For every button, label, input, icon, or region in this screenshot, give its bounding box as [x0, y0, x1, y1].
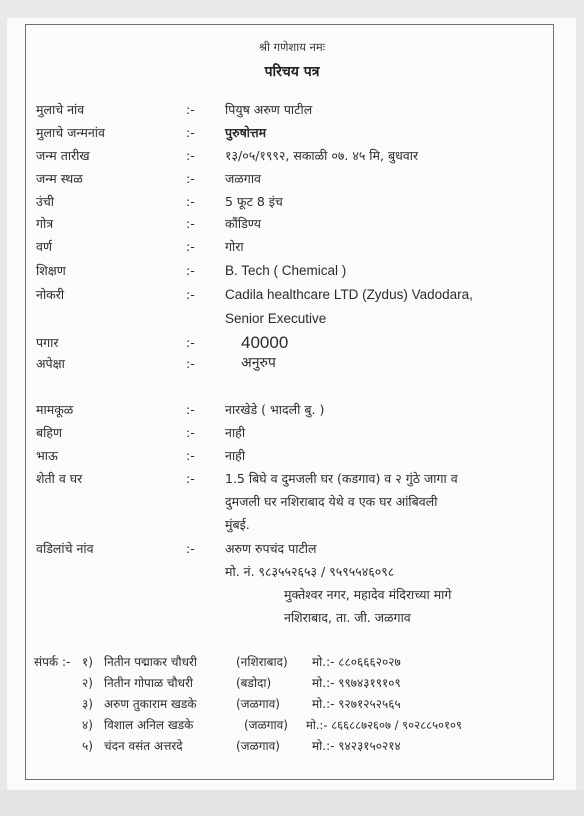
contact-phone: मो.:- ९२७१२५२५६५: [312, 697, 401, 711]
label-gotra: गोत्र: [36, 216, 54, 231]
value-father-address-line2: नशिराबाद, ता. जी. जळगाव: [284, 610, 411, 625]
value-birthname: पुरुषोत्तम: [225, 125, 267, 140]
separator: :-: [186, 335, 195, 350]
value-expectation: अनुरुप: [241, 355, 276, 371]
contact-name: अरुण तुकाराम खडके: [104, 697, 197, 711]
separator: :-: [186, 287, 195, 302]
separator: :-: [186, 194, 195, 209]
value-father-address-line1: मुक्तेश्वर नगर, महादेव मंदिराच्या मागे: [284, 587, 452, 602]
contact-phone: मो.:- ९४२३१५०२१४: [312, 739, 401, 753]
separator: :-: [186, 102, 195, 117]
contact-name: नितीन पद्माकर चौधरी: [104, 655, 197, 669]
contact-name: चंदन वसंत अत्तरदे: [104, 739, 183, 753]
label-expectation: अपेक्षा: [36, 356, 65, 371]
separator: :-: [186, 356, 195, 371]
label-father: वडिलांचे नांव: [36, 541, 94, 556]
contact-place: (जळगाव): [236, 697, 280, 711]
contact-place: (जळगाव): [244, 718, 288, 732]
label-complexion: वर्ण: [36, 239, 52, 254]
contact-number: २): [82, 676, 93, 690]
contact-place: (जळगाव): [236, 739, 280, 753]
separator: :-: [186, 263, 195, 278]
contact-name: नितीन गोपाळ चौधरी: [104, 676, 194, 690]
separator: :-: [186, 125, 195, 140]
label-birthname: मुलाचे जन्मनांव: [36, 125, 105, 140]
value-education: B. Tech ( Chemical ): [225, 263, 347, 278]
page-title: परिचय पत्र: [264, 64, 320, 80]
contact-place: (नशिराबाद): [236, 655, 288, 669]
value-property-line1: 1.5 बिघे व दुमजली घर (कडगाव) व २ गुंठे जागा व: [225, 471, 458, 486]
value-salary: 40000: [241, 333, 289, 352]
value-name: पियुष अरुण पाटील: [225, 102, 313, 117]
value-sister: नाही: [225, 425, 246, 440]
value-job-line1: Cadila healthcare LTD (Zydus) Vadodara,: [225, 287, 473, 302]
value-complexion: गोरा: [225, 239, 244, 254]
contact-number: ५): [82, 739, 93, 753]
label-property: शेती व घर: [36, 471, 83, 486]
invocation-text: श्री गणेशाय नमः: [258, 40, 326, 54]
value-pob: जळगाव: [225, 171, 262, 186]
value-property-line3: मुंबई.: [225, 517, 250, 532]
value-father-name: अरुण रुपचंद पाटील: [225, 541, 317, 556]
label-education: शिक्षण: [36, 263, 66, 278]
contact-number: ४): [82, 718, 93, 732]
separator: :-: [186, 148, 195, 163]
contact-number: ३): [82, 697, 93, 711]
label-maternal: मामकूळ: [36, 402, 74, 417]
value-job-line2: Senior Executive: [225, 311, 327, 326]
contact-phone: मो.:- ८६६८८७२६०७ / ९०२८८५०१०९: [306, 718, 462, 732]
value-property-line2: दुमजली घर नशिराबाद येथे व एक घर आंबिवली: [225, 494, 438, 509]
value-brother: नाही: [225, 448, 246, 463]
value-dob: १३/०५/१९९२, सकाळी ०७. ४५ मि, बुधवार: [225, 148, 419, 163]
value-maternal: नारखेडे ( भादली बु. ): [225, 402, 325, 417]
contacts-heading: संपर्क :-: [34, 655, 71, 669]
label-dob: जन्म तारीख: [36, 148, 90, 163]
contact-number: १): [82, 655, 93, 669]
separator: :-: [186, 471, 195, 486]
separator: :-: [186, 448, 195, 463]
label-job: नोकरी: [36, 287, 65, 302]
contact-name: विशाल अनिल खडके: [104, 718, 194, 732]
label-name: मुलाचे नांव: [36, 102, 85, 117]
separator: :-: [186, 216, 195, 231]
value-height: 5 फूट 8 इंच: [225, 194, 283, 209]
page-bottom-shadow: [0, 790, 584, 816]
separator: :-: [186, 541, 195, 556]
contact-phone: मो.:- ९९७४३१९१०९: [312, 676, 401, 690]
label-brother: भाऊ: [36, 448, 58, 463]
value-gotra: कौंडिण्य: [225, 216, 261, 231]
contact-phone: मो.:- ८८०६६६२०२७: [312, 655, 401, 669]
separator: :-: [186, 171, 195, 186]
contact-place: (बडोदा): [236, 676, 272, 690]
value-father-phone: मो. नं. ९८३५५२६५३ / ९५९५५४६०९८: [225, 564, 395, 579]
label-height: उंची: [36, 194, 55, 209]
separator: :-: [186, 402, 195, 417]
label-salary: पगार: [36, 335, 59, 350]
label-pob: जन्म स्थळ: [36, 171, 83, 186]
separator: :-: [186, 425, 195, 440]
label-sister: बहिण: [36, 425, 63, 440]
separator: :-: [186, 239, 195, 254]
